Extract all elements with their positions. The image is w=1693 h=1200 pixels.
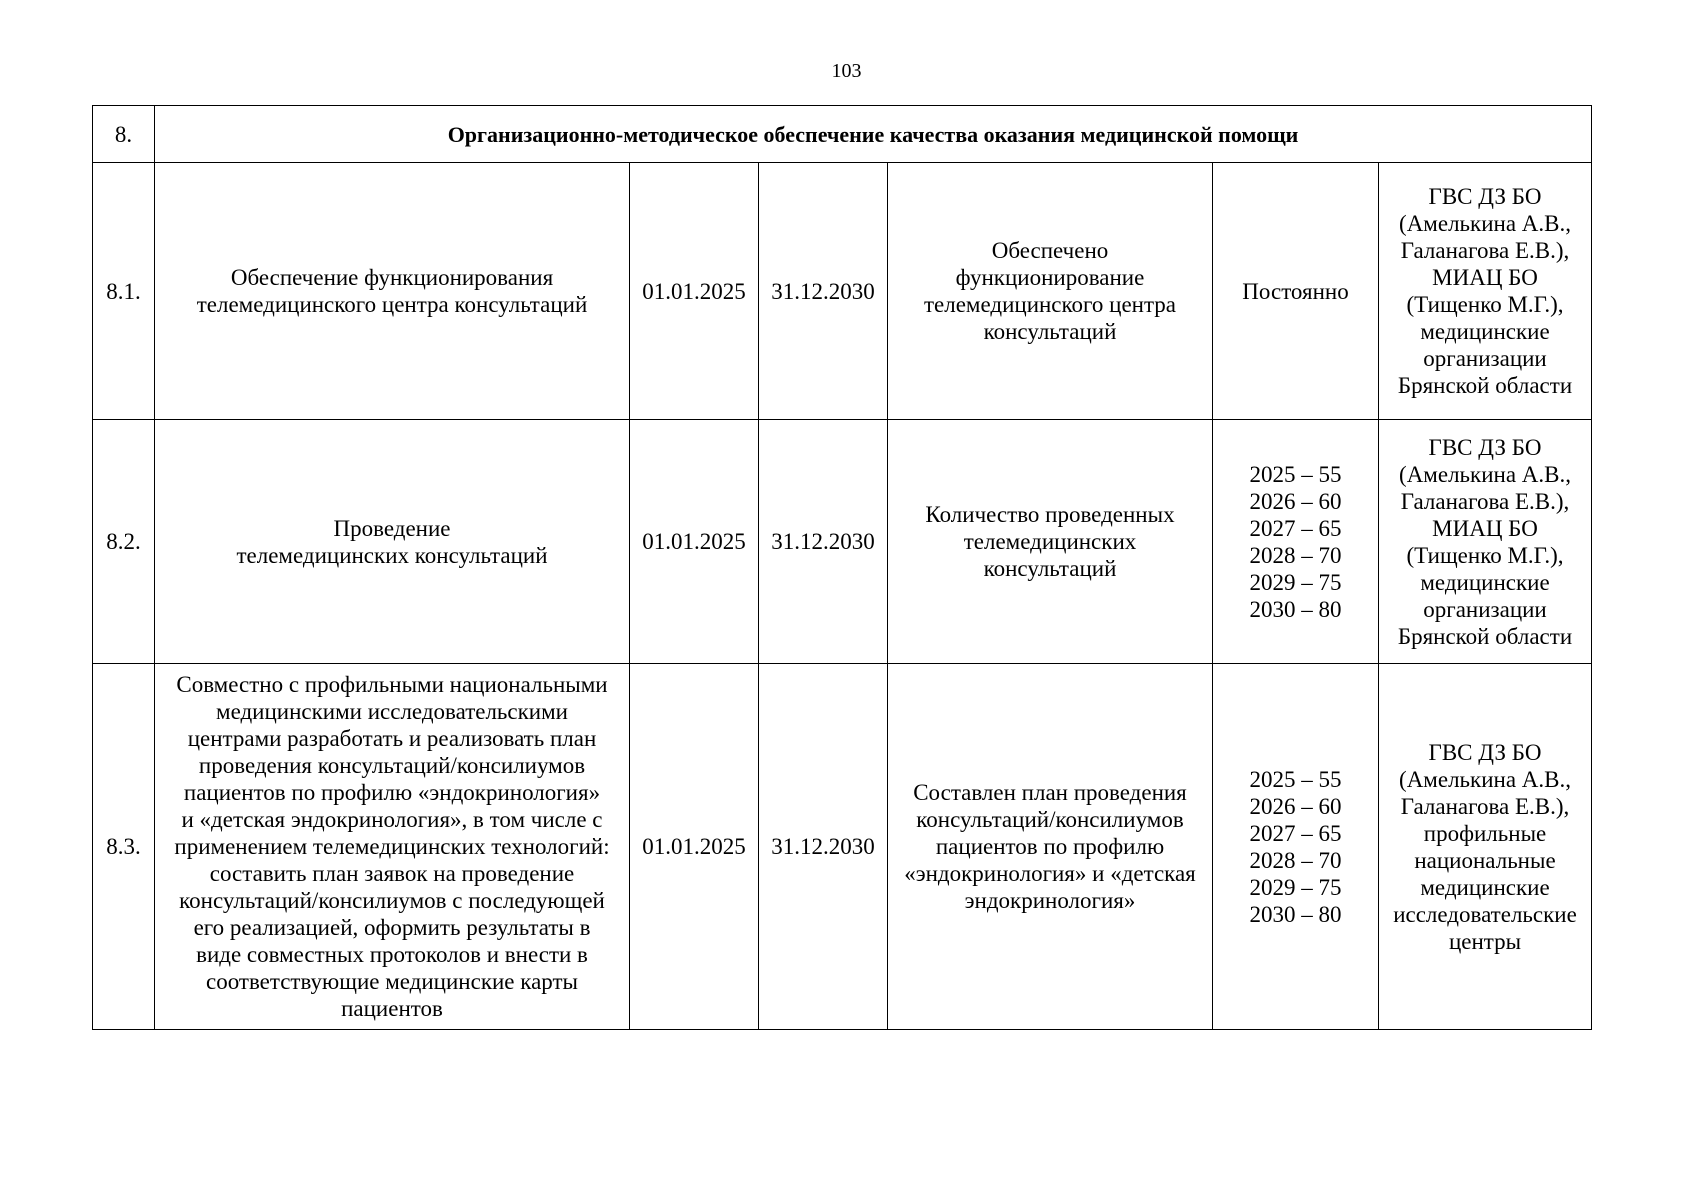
page-number: 103 xyxy=(831,60,862,82)
plan-table xyxy=(92,105,1592,1030)
expected-result: Количество проведенных телемедицинских консультаций xyxy=(888,420,1213,664)
section-title: Организационно-методическое обеспечение качества оказания медицинской помощи xyxy=(155,106,1592,163)
section-row xyxy=(93,106,1592,163)
table-row xyxy=(93,664,1592,1030)
activity-name: Обеспечение функционирования телемедицинского центра консультаций xyxy=(155,163,630,420)
target-indicator: Постоянно xyxy=(1213,163,1379,420)
section-number: 8. xyxy=(93,106,155,163)
expected-result: Обеспечено функционирование телемедицинского центра консультаций xyxy=(888,163,1213,420)
activity-name: Проведение телемедицинских консультаций xyxy=(155,420,630,664)
table-row xyxy=(93,163,1592,420)
responsible-party: ГВС ДЗ БО (Амелькина А.В., Галанагова Е.В.), профильные национальные медицинские исследовательские центры xyxy=(1379,664,1592,1030)
activity-name: Совместно с профильными национальными медицинскими исследовательскими центрами разработать и реализовать план проведения консультаций/консилиумов пациентов по профилю «эндокринология» и «детская эндокринология», в том числе с применением телемедицинских технологий: составить план заявок на проведение консультаций/консилиумов с последующей его реализацией, оформить результаты в виде совместных протоколов и внести в соответствующие медицинские карты пациентов xyxy=(155,664,630,1030)
responsible-party: ГВС ДЗ БО (Амелькина А.В., Галанагова Е.В.), МИАЦ БО (Тищенко М.Г.), медицинские организации Брянской области xyxy=(1379,420,1592,664)
row-number: 8.2. xyxy=(93,420,155,664)
start-date: 01.01.2025 xyxy=(630,163,759,420)
start-date: 01.01.2025 xyxy=(630,420,759,664)
end-date: 31.12.2030 xyxy=(759,163,888,420)
expected-result: Составлен план проведения консультаций/консилиумов пациентов по профилю «эндокринология» и «детская эндокринология» xyxy=(888,664,1213,1030)
end-date: 31.12.2030 xyxy=(759,420,888,664)
row-number: 8.3. xyxy=(93,664,155,1030)
responsible-party: ГВС ДЗ БО (Амелькина А.В., Галанагова Е.В.), МИАЦ БО (Тищенко М.Г.), медицинские организации Брянской области xyxy=(1379,163,1592,420)
table-row xyxy=(93,420,1592,664)
target-indicator: 2025 – 55 2026 – 60 2027 – 65 2028 – 70 2029 – 75 2030 – 80 xyxy=(1213,420,1379,664)
end-date: 31.12.2030 xyxy=(759,664,888,1030)
target-indicator: 2025 – 55 2026 – 60 2027 – 65 2028 – 70 2029 – 75 2030 – 80 xyxy=(1213,664,1379,1030)
start-date: 01.01.2025 xyxy=(630,664,759,1030)
row-number: 8.1. xyxy=(93,163,155,420)
